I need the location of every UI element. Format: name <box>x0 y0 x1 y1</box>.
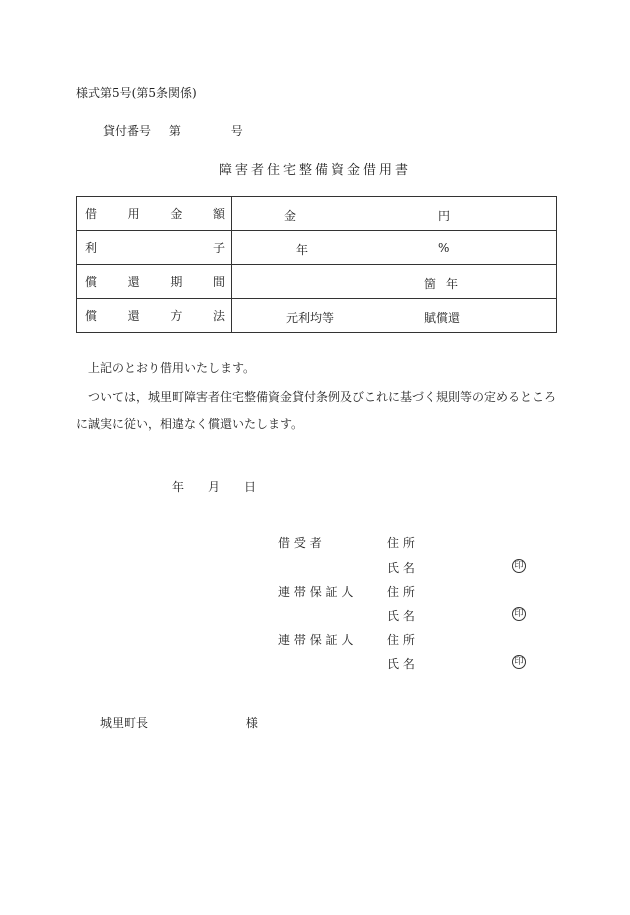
seal-icon: 印 <box>512 559 526 573</box>
label-char: 所 <box>402 585 415 599</box>
label-char: 期 <box>170 275 183 289</box>
label-char: 住 <box>387 585 400 599</box>
table-row-interest <box>77 231 557 265</box>
address-label <box>387 583 421 600</box>
loan-details-table <box>76 196 557 333</box>
label-char: 名 <box>402 561 415 575</box>
seal-icon: 印 <box>512 655 526 669</box>
table-row-repayment-method <box>77 299 557 333</box>
label-char: 還 <box>127 275 140 289</box>
label-char: 償 <box>85 309 98 323</box>
label-char: 氏 <box>387 657 400 671</box>
form-number: 様式第5号(第5条関係) <box>76 86 197 100</box>
label-repayment-period <box>77 265 232 299</box>
role-char: 保 <box>309 585 322 599</box>
role-borrower <box>278 534 372 551</box>
label-char: 償 <box>85 275 98 289</box>
name-label <box>387 607 421 624</box>
label-repayment-method <box>77 299 232 333</box>
loan-number-label: 貸付番号 <box>103 124 152 138</box>
address-label <box>387 631 421 648</box>
role-char: 証 <box>325 585 338 599</box>
role-char: 証 <box>325 633 338 647</box>
role-char: 受 <box>293 536 306 550</box>
value-prefix: 箇 <box>424 277 437 291</box>
value-repayment-period[interactable] <box>232 265 557 299</box>
role-char: 保 <box>309 633 322 647</box>
value-unit: 円 <box>438 209 451 223</box>
date-year: 年 <box>172 480 185 494</box>
value-prefix: 金 <box>284 209 297 223</box>
name-label <box>387 655 421 672</box>
value-interest[interactable] <box>232 231 557 265</box>
label-char: 住 <box>387 633 400 647</box>
table-row-loan-amount <box>77 197 557 231</box>
label-char: 氏 <box>387 561 400 575</box>
loan-number-suffix: 号 <box>230 124 243 138</box>
role-char: 連 <box>278 633 291 647</box>
body-line-2: ついては，城里町障害者住宅整備資金貸付条例及びこれに基づく規則等の定めるところ <box>88 390 557 404</box>
value-repayment-method[interactable] <box>232 299 557 333</box>
label-char: 用 <box>127 207 140 221</box>
role-char: 人 <box>341 633 354 647</box>
label-char: 額 <box>212 207 225 221</box>
label-char: 住 <box>387 536 400 550</box>
role-char: 者 <box>309 536 322 550</box>
body-line-1: 上記のとおり借用いたします。 <box>88 361 256 375</box>
label-char: 法 <box>212 309 225 323</box>
name-label <box>387 559 421 576</box>
date-day: 日 <box>244 480 257 494</box>
label-char: 名 <box>402 609 415 623</box>
label-char: 還 <box>127 309 140 323</box>
role-char: 帯 <box>293 585 306 599</box>
value-unit: % <box>438 241 450 255</box>
role-guarantor <box>278 583 372 600</box>
label-char: 金 <box>170 207 183 221</box>
body-line-3: に誠実に従い，相違なく償還いたします。 <box>76 417 304 431</box>
addressee <box>100 714 258 731</box>
document-title: 障害者住宅整備資金借用書 <box>218 163 411 178</box>
label-char: 所 <box>402 633 415 647</box>
value-unit: 賦償還 <box>424 311 461 325</box>
address-label <box>387 534 421 551</box>
label-char: 子 <box>212 241 225 255</box>
value-prefix: 元利均等 <box>286 311 335 325</box>
date-month: 月 <box>208 480 221 494</box>
role-char: 借 <box>278 536 291 550</box>
seal-icon: 印 <box>512 607 526 621</box>
loan-number-line <box>103 122 243 139</box>
value-loan-amount[interactable] <box>232 197 557 231</box>
role-guarantor <box>278 631 372 648</box>
role-char: 帯 <box>293 633 306 647</box>
loan-number-prefix: 第 <box>168 124 181 138</box>
label-char: 間 <box>212 275 225 289</box>
label-char: 利 <box>85 241 98 255</box>
label-char: 名 <box>402 657 415 671</box>
label-char: 氏 <box>387 609 400 623</box>
label-char: 借 <box>85 207 98 221</box>
table-row-repayment-period <box>77 265 557 299</box>
label-interest <box>77 231 232 265</box>
value-unit: 年 <box>446 277 459 291</box>
label-char: 方 <box>170 309 183 323</box>
label-char: 所 <box>402 536 415 550</box>
addressee-honorific: 様 <box>245 716 258 730</box>
value-prefix: 年 <box>296 243 309 257</box>
addressee-name: 城里町長 <box>100 716 149 730</box>
role-char: 人 <box>341 585 354 599</box>
role-char: 連 <box>278 585 291 599</box>
label-loan-amount <box>77 197 232 231</box>
